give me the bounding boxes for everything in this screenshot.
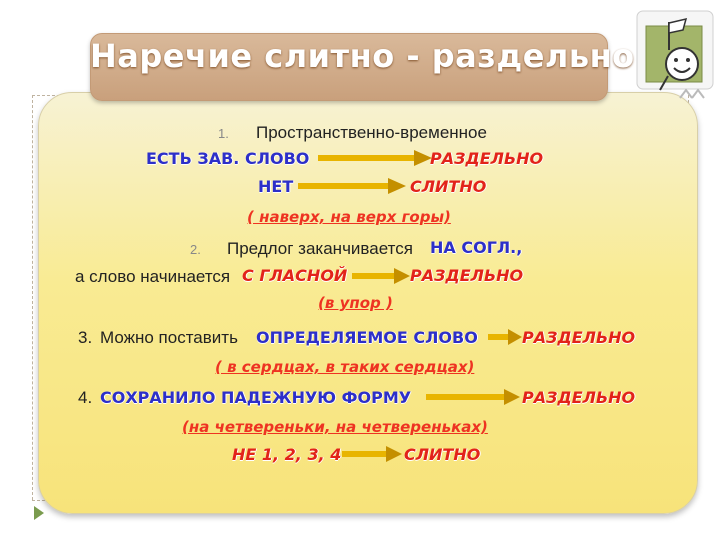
rule1-has-word: ЕСТЬ ЗАВ. СЛОВО	[146, 149, 310, 168]
rule3-text: Можно поставить	[100, 328, 238, 347]
rule2-number: 2.	[190, 242, 201, 257]
rule2-example: (в упор )	[318, 294, 393, 312]
rule5-result: СЛИТНО	[404, 445, 481, 464]
slide-title: Наречие слитно - раздельно	[90, 37, 635, 75]
rule3-example: ( в сердцах, в таких сердцах)	[215, 358, 475, 376]
rule4-keyword: СОХРАНИЛО ПАДЕЖНУЮ ФОРМУ	[100, 388, 412, 407]
rule5-keyword: НЕ 1, 2, 3, 4	[232, 445, 342, 464]
rule4-result: РАЗДЕЛЬНО	[522, 388, 636, 407]
arrow-right-icon	[426, 389, 520, 405]
rule4-number: 4.	[78, 388, 93, 407]
rule1-no-result: СЛИТНО	[410, 177, 487, 196]
rule2-text2: а слово начинается	[75, 267, 231, 286]
frame-line-left	[32, 95, 33, 500]
rule2-text: Предлог заканчивается	[227, 239, 413, 258]
rule4-example: (на четвереньки, на четвереньках)	[182, 418, 488, 436]
arrow-right-icon	[298, 178, 406, 194]
arrow-right-icon	[342, 446, 402, 462]
rule3-result: РАЗДЕЛЬНО	[522, 328, 636, 347]
next-slide-icon[interactable]	[34, 506, 44, 520]
arrow-right-icon	[352, 268, 410, 284]
rule2-keyword2: С ГЛАСНОЙ	[242, 266, 348, 285]
rule1-no-word: НЕТ	[258, 177, 294, 196]
arrow-right-icon	[488, 329, 522, 345]
rule1-text: Пространственно-временное	[256, 123, 487, 142]
rule1-has-result: РАЗДЕЛЬНО	[430, 149, 544, 168]
rule2-result: РАЗДЕЛЬНО	[410, 266, 524, 285]
rule1-example: ( наверх, на верх горы)	[247, 208, 451, 226]
rule3-number: 3.	[78, 328, 93, 347]
rule3-keyword: ОПРЕДЕЛЯЕМОЕ СЛОВО	[256, 328, 478, 347]
rule2-keyword: НА СОГЛ.,	[430, 238, 523, 257]
arrow-right-icon	[318, 150, 432, 166]
smiley-flag-icon	[636, 10, 716, 110]
rule1-number: 1.	[218, 126, 229, 141]
